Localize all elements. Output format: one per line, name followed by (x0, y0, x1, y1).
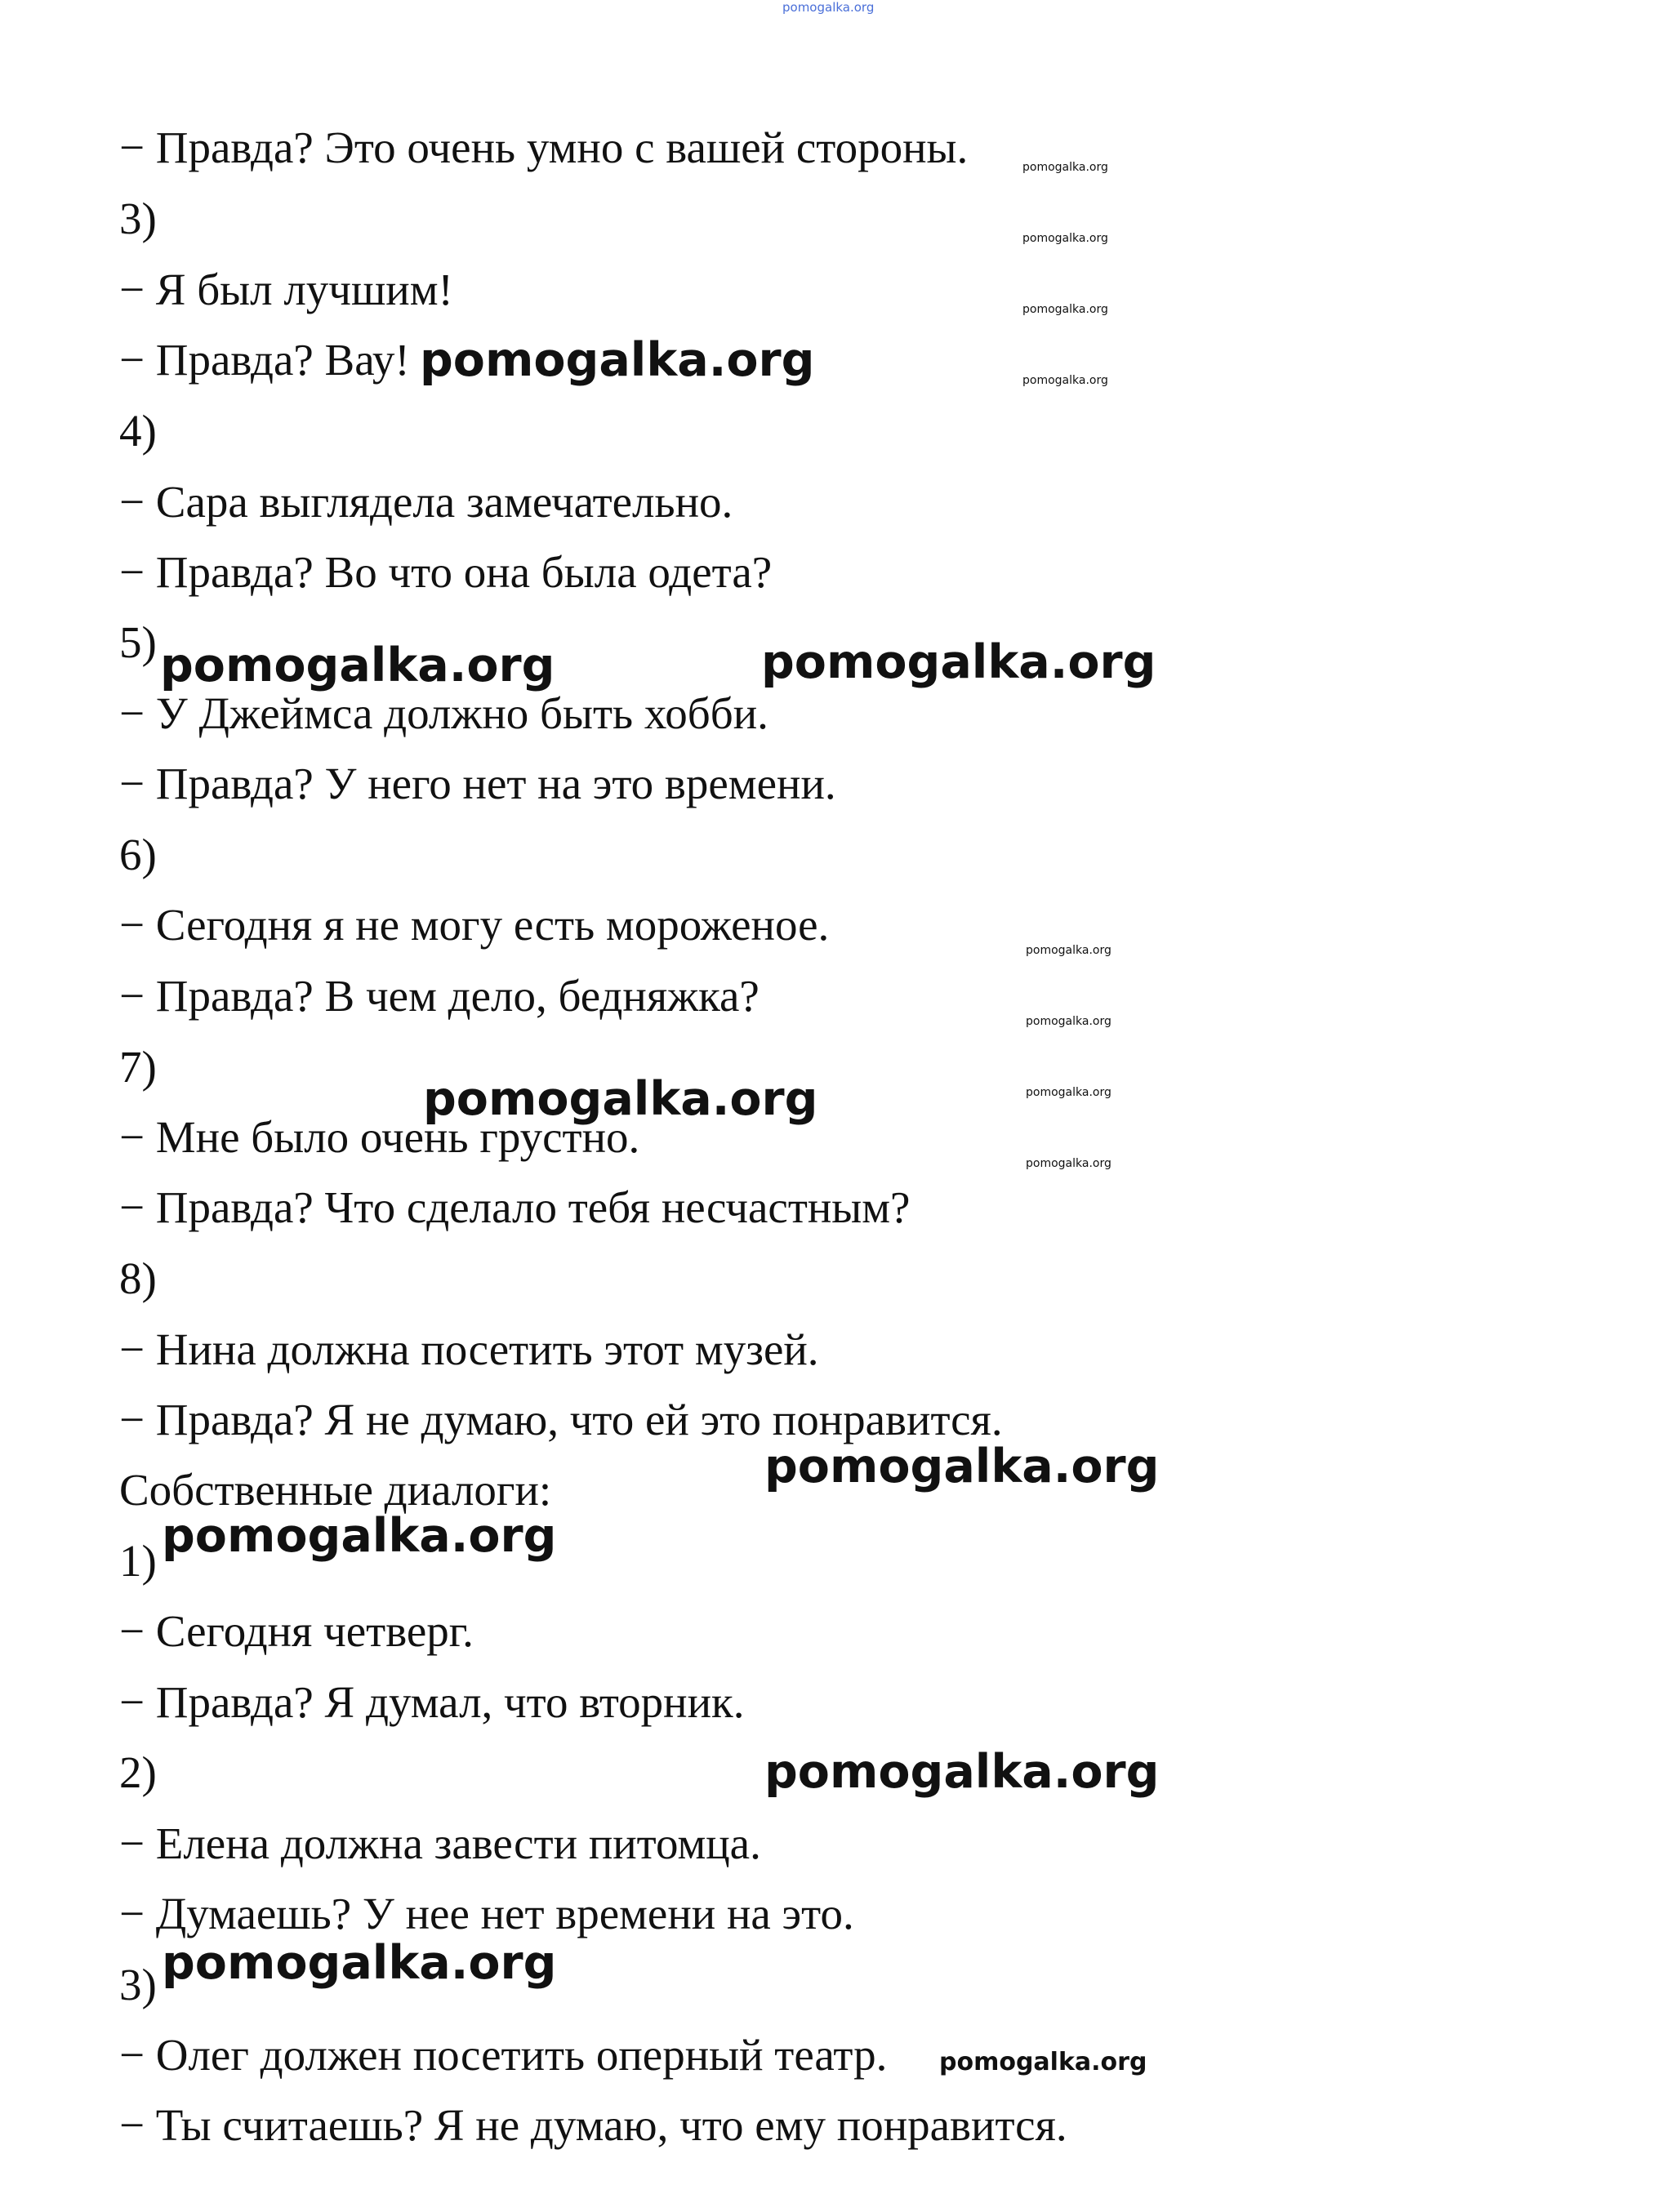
item-number: 8) (119, 1253, 157, 1303)
dialog-line: − Правда? Я думал, что вторник. (119, 1677, 745, 1727)
dialog-line: − Правда? У него нет на это времени. (119, 759, 836, 808)
watermark-large: pomogalka.org (764, 1745, 1160, 1799)
watermark-small: pomogalka.org (1026, 1086, 1111, 1099)
dialog-line: − Правда? В чем дело, бедняжка? (119, 971, 760, 1021)
watermark-large: pomogalka.org (764, 1440, 1160, 1493)
watermark-large: pomogalka.org (160, 639, 555, 692)
item-number: 1) (119, 1536, 157, 1586)
watermark-small: pomogalka.org (1026, 944, 1111, 957)
watermark-small: pomogalka.org (1022, 303, 1108, 316)
watermark-medium: pomogalka.org (939, 2048, 1147, 2076)
dialog-line: − Нина должна посетить этот музей. (119, 1324, 819, 1374)
dialog-line: − Елена должна завести питомца. (119, 1818, 761, 1868)
dialog-line: − Думаешь? У нее нет времени на это. (119, 1889, 854, 1938)
dialog-line: − Мне было очень грустно. (119, 1112, 640, 1162)
dialog-line: − Сегодня я не могу есть мороженое. (119, 900, 830, 950)
item-number: 5) (119, 617, 157, 667)
item-number: 7) (119, 1042, 157, 1092)
dialog-line: − Правда? Вау! (119, 335, 410, 385)
dialog-line: − Я был лучшим! (119, 265, 453, 314)
dialog-line: − Сегодня четверг. (119, 1606, 474, 1656)
dialog-line: − Олег должен посетить оперный театр. (119, 2030, 888, 2080)
item-number: 3) (119, 194, 157, 243)
watermark-large: pomogalka.org (761, 635, 1156, 689)
dialog-line: − Правда? Во что она была одета? (119, 547, 773, 597)
dialog-line: − Правда? Это очень умно с вашей стороны. (119, 122, 969, 172)
watermark-large: pomogalka.org (423, 1072, 818, 1126)
dialog-line: − Правда? Я не думаю, что ей это понравится. (119, 1395, 1003, 1444)
watermark-small: pomogalka.org (1022, 232, 1108, 245)
dialog-line: − Ты считаешь? Я не думаю, что ему понравится. (119, 2100, 1067, 2150)
watermark-small: pomogalka.org (1022, 161, 1108, 174)
dialog-line: − Правда? Что сделало тебя несчастным? (119, 1182, 911, 1232)
header-watermark: pomogalka.org (782, 0, 875, 15)
watermark-small: pomogalka.org (1026, 1157, 1111, 1170)
watermark-large: pomogalka.org (162, 1936, 557, 1990)
watermark-small: pomogalka.org (1026, 1015, 1111, 1028)
item-number: 4) (119, 406, 157, 456)
item-number: 6) (119, 830, 157, 879)
item-number: 2) (119, 1747, 157, 1797)
watermark-large: pomogalka.org (162, 1509, 557, 1563)
section-heading: Собственные диалоги: (119, 1465, 552, 1515)
watermark-large: pomogalka.org (420, 333, 815, 387)
dialog-line: − У Джеймса должно быть хобби. (119, 688, 768, 738)
dialog-line: − Сара выглядела замечательно. (119, 477, 733, 527)
item-number: 3) (119, 1960, 157, 2009)
watermark-small: pomogalka.org (1022, 374, 1108, 387)
